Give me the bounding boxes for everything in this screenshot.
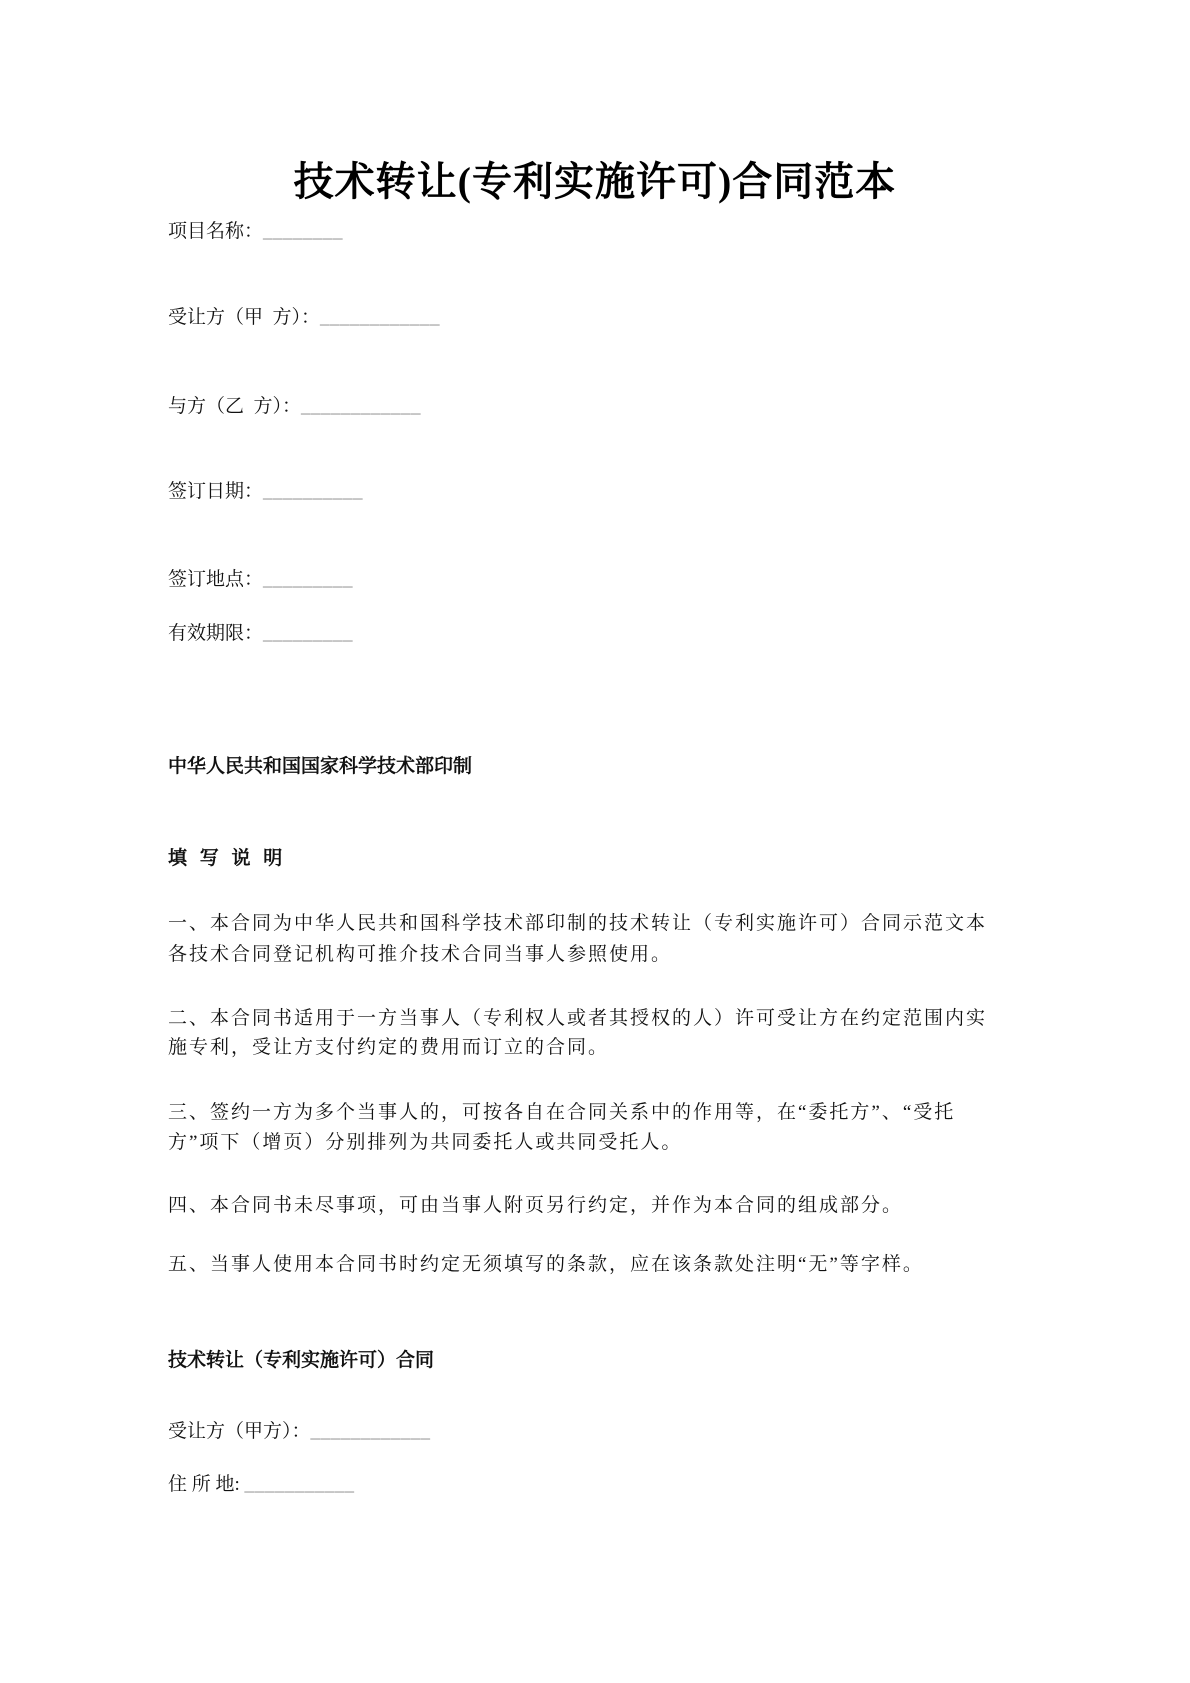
- instruction-5-line-1: 五、当事人使用本合同书时约定无须填写的条款，应在该条款处注明“无”等字样。: [168, 1254, 924, 1275]
- field-signing-date: [168, 480, 363, 504]
- field-validity-period-label: 有效期限：: [168, 623, 264, 644]
- field-assignee-party-a-label: 受让方（甲 方）：: [168, 307, 321, 328]
- instruction-1-line-2: 各技术合同登记机构可推介技术合同当事人参照使用。: [168, 944, 673, 965]
- printed-by-line: 中华人民共和国国家科学技术部印制: [168, 756, 473, 777]
- instruction-2-line-2: 施专利，受让方支付约定的费用而订立的合同。: [168, 1037, 610, 1058]
- instructions-heading: 填 写 说 明: [168, 848, 287, 869]
- instruction-3-line-2: 方”项下（增页）分别排列为共同委托人或共同受托人。: [168, 1132, 683, 1153]
- field-assignee-party-a: [168, 306, 440, 330]
- instruction-1-line-1: 一、本合同为中华人民共和国科学技术部印制的技术转让（专利实施许可）合同示范文本: [168, 913, 988, 934]
- document-title: 技术转让(专利实施许可)合同范本: [293, 159, 897, 204]
- field-signing-date-label: 签订日期：: [168, 481, 264, 502]
- instruction-4-line-1: 四、本合同书未尽事项，可由当事人附页另行约定，并作为本合同的组成部分。: [168, 1195, 904, 1216]
- field-project-name: [168, 220, 343, 244]
- field-project-name-label: 项目名称：: [168, 221, 264, 242]
- field-signing-date-blank: __________: [263, 481, 364, 502]
- field-assignor-party-b: [168, 395, 421, 419]
- field-project-name-blank: ________: [263, 221, 344, 242]
- instruction-3-line-1: 三、签约一方为多个当事人的，可按各自在合同关系中的作用等，在“委托方”、“受托: [168, 1102, 956, 1123]
- contract-field-domicile-label: 住 所 地:: [168, 1474, 245, 1495]
- field-signing-place-label: 签订地点：: [168, 569, 264, 590]
- contract-field-domicile-blank: ___________: [244, 1474, 355, 1495]
- field-assignor-party-b-blank: ____________: [301, 396, 422, 417]
- field-signing-place-blank: _________: [263, 569, 354, 590]
- field-assignor-party-b-label: 与方（乙 方）：: [168, 396, 302, 417]
- contract-section-heading: 技术转让（专利实施许可）合同: [168, 1350, 435, 1371]
- instruction-2-line-1: 二、本合同书适用于一方当事人（专利权人或者其授权的人）许可受让方在约定范围内实: [168, 1008, 988, 1029]
- contract-field-domicile: [168, 1473, 355, 1497]
- field-validity-period-blank: _________: [263, 623, 354, 644]
- field-validity-period: [168, 622, 353, 646]
- contract-field-assignee-party-a: [168, 1420, 431, 1444]
- field-assignee-party-a-blank: ____________: [320, 307, 441, 328]
- contract-field-assignee-party-a-blank: ____________: [310, 1421, 431, 1442]
- contract-field-assignee-party-a-label: 受让方（甲方）：: [168, 1421, 311, 1442]
- field-signing-place: [168, 568, 353, 592]
